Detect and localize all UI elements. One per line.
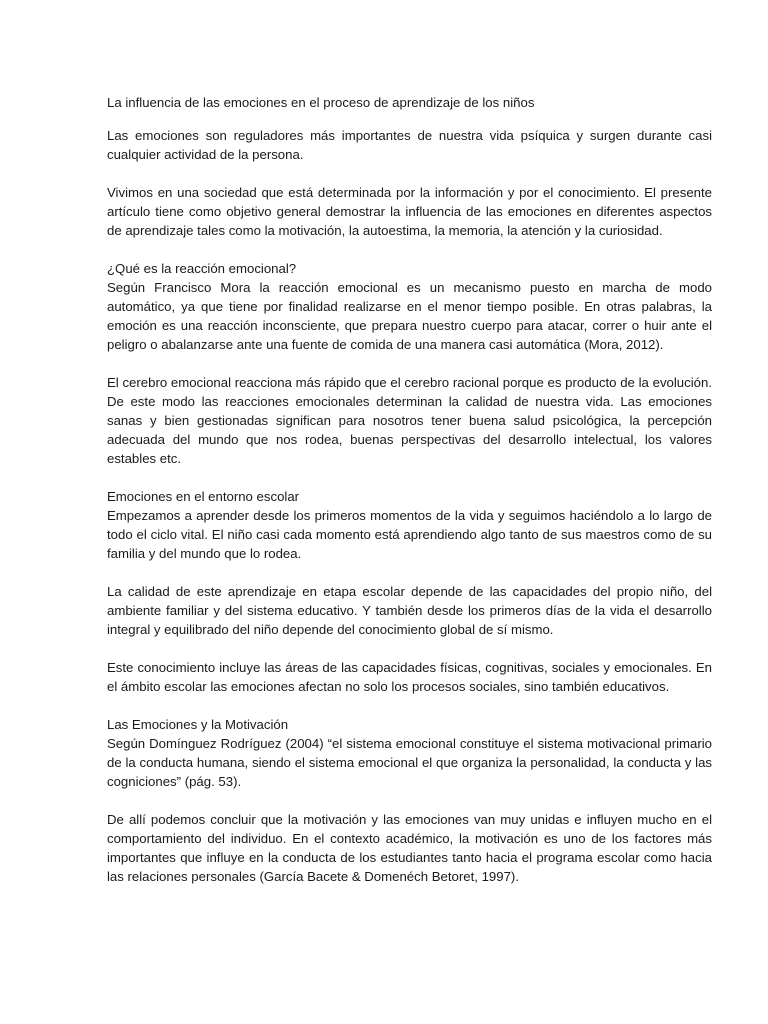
intro-paragraph-1: Las emociones son reguladores más importantes de nuestra vida psíquica y surgen durante casi cualquier actividad de la persona.: [107, 128, 712, 162]
section-heading: Las Emociones y la Motivación: [107, 717, 289, 732]
section-heading: ¿Qué es la reacción emocional?: [107, 261, 297, 276]
section-heading: Emociones en el entorno escolar: [107, 489, 300, 504]
section-paragraph: La calidad de este aprendizaje en etapa escolar depende de las capacidades del propio niño, del ambiente familiar y del sistema educativo. Y también desde los primeros días de la vida el desarrollo integral y equilibrado del niño depende del conocimiento global de sí mismo.: [107, 584, 712, 637]
section-paragraph: Este conocimiento incluye las áreas de las capacidades físicas, cognitivas, sociales y emocionales. En el ámbito escolar las emociones afectan no solo los procesos sociales, sino también educativos.: [107, 660, 712, 694]
section-paragraph: Según Domínguez Rodríguez (2004) “el sistema emocional constituye el sistema motivacional primario de la conducta humana, siendo el sistema emocional el que organiza la personalidad, la conducta y las cogniciones” (pág. 53).: [107, 736, 712, 789]
section-emotional-reaction: [107, 259, 712, 354]
section-paragraph: De allí podemos concluir que la motivación y las emociones van muy unidas e influyen mucho en el comportamiento del individuo. En el contexto académico, la motivación es uno de los factores más importantes que influye en la conducta de los estudiantes tanto hacia el programa escolar como hacia las relaciones personales (García Bacete & Domenéch Betoret, 1997).: [107, 812, 712, 884]
section-motivation: [107, 715, 712, 791]
section-school-environment: [107, 487, 712, 563]
document-title: La influencia de las emociones en el proceso de aprendizaje de los niños: [107, 95, 535, 110]
section-paragraph: Empezamos a aprender desde los primeros momentos de la vida y seguimos haciéndolo a lo largo de todo el ciclo vital. El niño casi cada momento está aprendiendo algo tanto de sus maestros como de su familia y del mundo que lo rodea.: [107, 508, 712, 561]
section-paragraph: Según Francisco Mora la reacción emocional es un mecanismo puesto en marcha de modo automático, ya que tiene por finalidad realizarse en el menor tiempo posible. En otras palabras, la emoción es una reacción inconsciente, que prepara nuestro cuerpo para atacar, correr o huir ante el peligro o abalanzarse ante una fuente de comida de una manera casi automática (Mora, 2012).: [107, 280, 712, 352]
section-paragraph: El cerebro emocional reacciona más rápido que el cerebro racional porque es producto de la evolución. De este modo las reacciones emocionales determinan la calidad de nuestra vida. Las emociones sanas y bien gestionadas significan para nosotros tener buena salud psicológica, la percepción adecuada del mundo que nos rodea, buenas perspectivas del desarrollo intelectual, los valores estables etc.: [107, 375, 712, 466]
intro-paragraph-2: Vivimos en una sociedad que está determinada por la información y por el conocimiento. El presente artículo tiene como objetivo general demostrar la influencia de las emociones en diferentes aspectos de aprendizaje tales como la motivación, la autoestima, la memoria, la atención y la curiosidad.: [107, 185, 712, 238]
